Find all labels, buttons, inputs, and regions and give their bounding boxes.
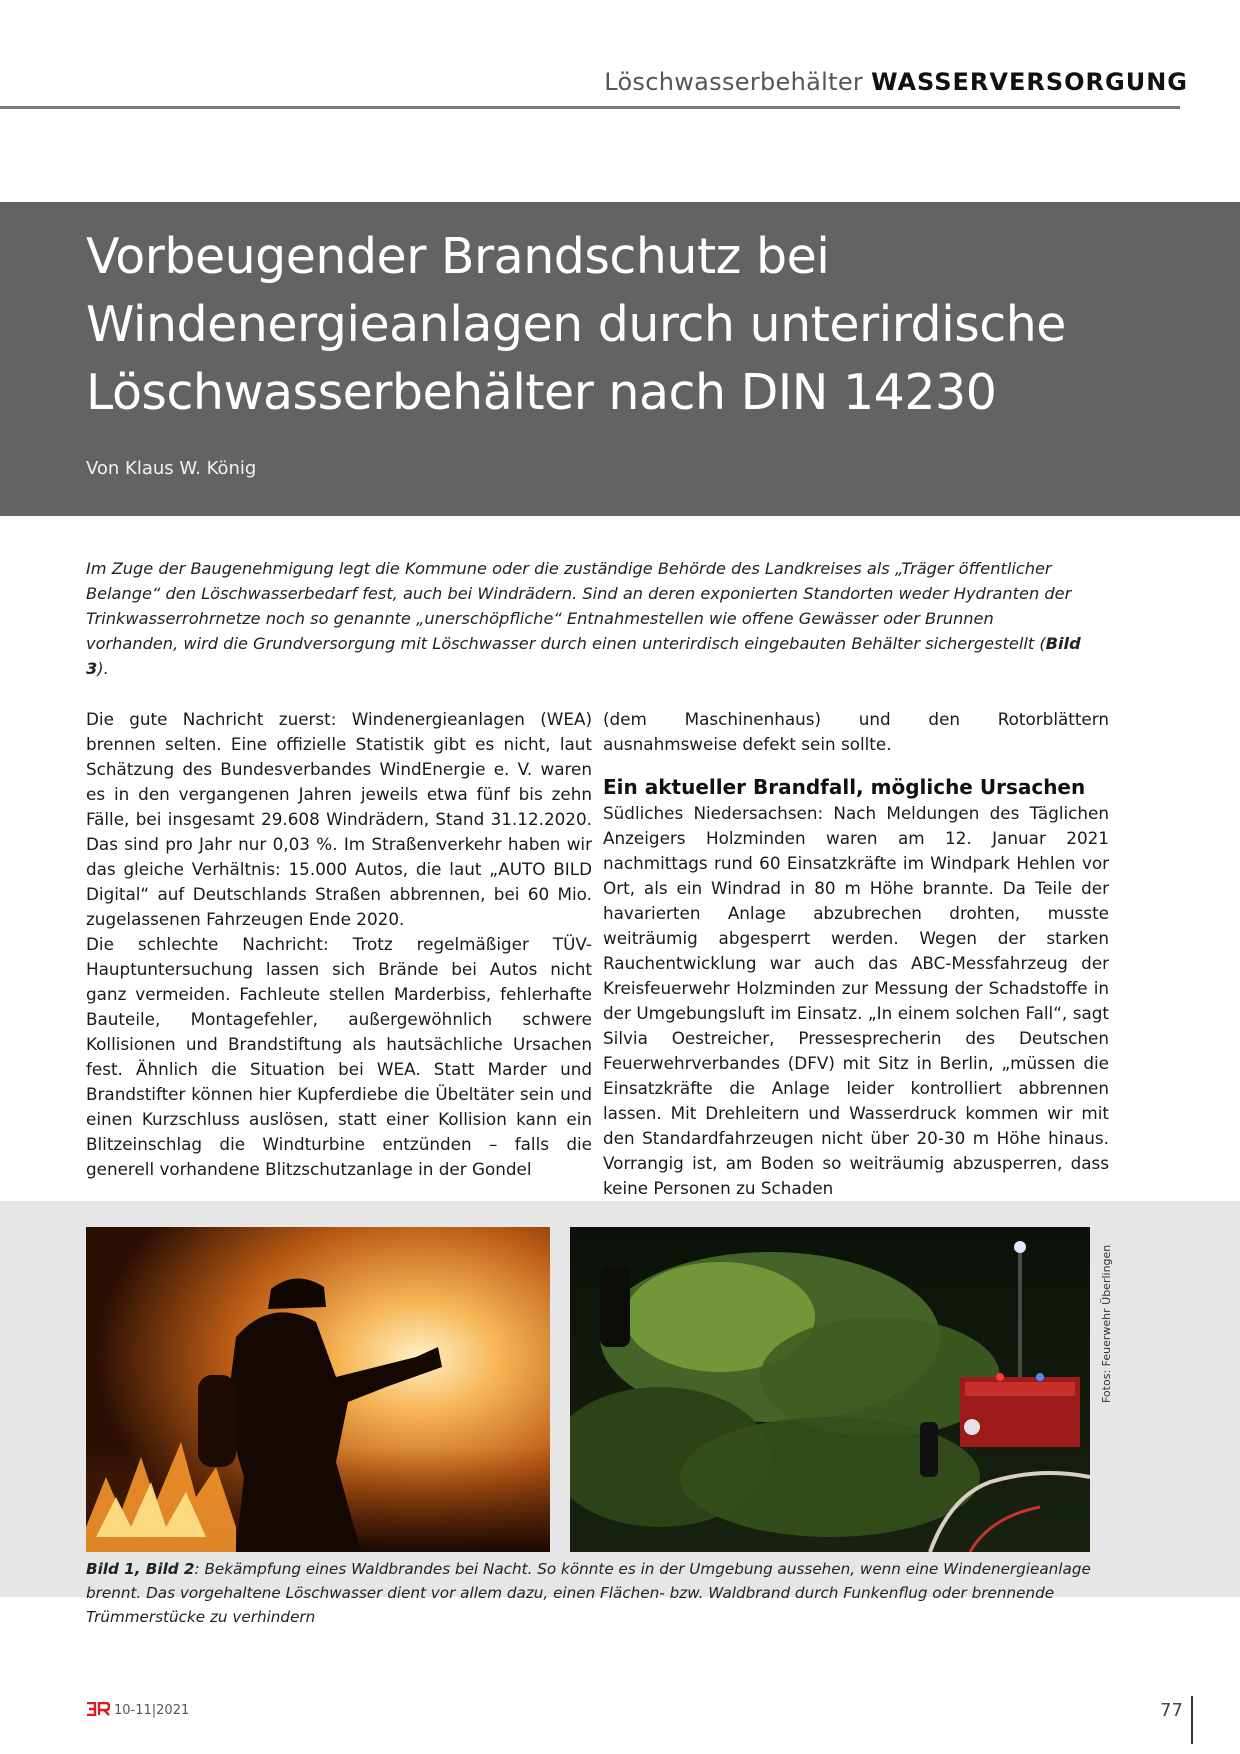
- body-paragraph: (dem Maschinenhaus) und den Rotorblättern ausnahmsweise defekt sein sollte.: [603, 709, 1109, 754]
- photo-credit: Fotos: Feuerwehr Überlingen: [1100, 1244, 1113, 1403]
- header-rule: [0, 106, 1180, 109]
- running-head-section: WASSERVERSORGUNG: [871, 68, 1188, 96]
- firefighter-image: [86, 1227, 550, 1552]
- body-paragraph: Südliches Niedersachsen: Nach Meldungen des Täglichen Anzeigers Holzminden waren am 12. Januar 2021 nachmittags rund 60 Einsatzkräfte im Windpark Hehlen vor Ort, als ein Windrad in 80 m Höhe brannte. Da Teile der havarierten Anlage abzubrechen drohten, musste weiträumig abgesperrt werden. Wegen der starken Rauchentwicklung war auch das ABC-Messfahrzeug der Kreisfeuerwehr Holzminden zur Messung der Schadstoffe in der Umgebungsluft im Einsatz. „In einem solchen Fall“, sagt Silvia Oestreicher, Pressesprecherin des Deutschen Feuerwehrverbandes (DFV) mit Sitz in Berlin, „müssen die Einsatzkräfte die Anlage leider kontrolliert abbrennen lassen. Mit Drehleitern und Wasserdruck kommen wir mit den Standardfahrzeugen nicht über 20-30 m Höhe hinaus. Vorrangig ist, am Boden so weiträumig abzusperren, dass keine Personen zu Schaden: [603, 803, 1109, 1198]
- caption-figure-ref: Bild 1: [86, 1560, 135, 1578]
- running-head-topic: Löschwasserbehälter: [604, 68, 864, 96]
- photo-firefighter-night: [86, 1227, 550, 1552]
- running-head: [604, 68, 1188, 96]
- page-number-rule: [1191, 1696, 1193, 1744]
- lead-end: ).: [97, 659, 109, 678]
- body-column-left: [86, 707, 592, 1182]
- body-paragraph: Die gute Nachricht zuerst: Windenergieanlagen (WEA) brennen selten. Eine offizielle Statistik gibt es nicht, laut Schätzung des Bundesverbandes WindEnergie e. V. waren es in den vergangenen Jahren jeweils etwa fünf bis zehn Fälle, bei insgesamt 29.608 Windrädern, Stand 31.12.2020. Das sind pro Jahr nur 0,03 %. Im Straßenverkehr haben wir das gleiche Verhältnis: 15.000 Autos, die laut „AUTO BILD Digital“ auf Deutschlands Straßen abbrennen, bei 60 Mio. zugelassenen Fahrzeugen Ende 2020.: [86, 709, 592, 929]
- subheading: Ein aktueller Brandfall, mögliche Ursachen: [603, 775, 1086, 799]
- body-paragraph: Die schlechte Nachricht: Trotz regelmäßiger TÜV-Hauptuntersuchung lassen sich Brände bei Autos nicht ganz vermeiden. Fachleute stellen Marderbiss, fehlerhafte Bauteile, Montagefehler, außergewöhnlich schwere Kollisionen und Brandstiftung als hautsächliche Ursachen fest. Ähnlich die Situation bei WEA. Statt Marder und Brandstifter können hier Kupferdiebe die Übeltäter sein und einen Kurzschluss auslösen, statt einer Kollision kann ein Blitzeinschlag die Windturbine entzünden – falls die generell vorhandene Blitzschutzanlage in der Gondel: [86, 934, 592, 1179]
- article-author: Von Klaus W. König: [86, 458, 257, 479]
- figure-caption: [86, 1557, 1106, 1629]
- fire-truck-image: [570, 1227, 1090, 1552]
- lead-text: Im Zuge der Baugenehmigung legt die Kommune oder die zuständige Behörde des Landkreises als „Träger öffentlicher Belange“ den Löschwasserbedarf fest, auch bei Windrädern. Sind an deren exponierten Standorten weder Hydranten der Trinkwasserrohrnetze noch so genannte „unerschöpfliche“ Entnahmestellen wie offene Gewässer oder Brunnen vorhanden, wird die Grundversorgung mit Löschwasser durch einen unterirdisch eingebauten Behälter sichergestellt (: [86, 559, 1072, 653]
- lead-figure-ref: Bild 3: [86, 634, 1081, 678]
- caption-text: : Bekämpfung eines Waldbrandes bei Nacht. So könnte es in der Umgebung aussehen, wenn eine Windenergieanlage brennt. Das vorgehaltene Löschwasser dient vor allem dazu, einen Flächen- bzw. Waldbrand durch Funkenflug oder brennende Trümmerstücke zu verhindern: [86, 1560, 1091, 1626]
- body-column-right: [603, 707, 1109, 1201]
- article-title: Vorbeugender Brandschutz bei Windenergieanlagen durch unterirdische Löschwasserbehälter nach DIN 14230: [86, 228, 1066, 421]
- article-lead: [86, 556, 1086, 681]
- photo-fire-truck-forest: [570, 1227, 1090, 1552]
- caption-figure-ref: Bild 2: [145, 1560, 195, 1578]
- issue-label: 10-11|2021: [114, 1703, 190, 1718]
- magazine-logo-icon: [86, 1702, 110, 1716]
- caption-separator: ,: [134, 1560, 146, 1578]
- page-number: 77: [1160, 1700, 1183, 1721]
